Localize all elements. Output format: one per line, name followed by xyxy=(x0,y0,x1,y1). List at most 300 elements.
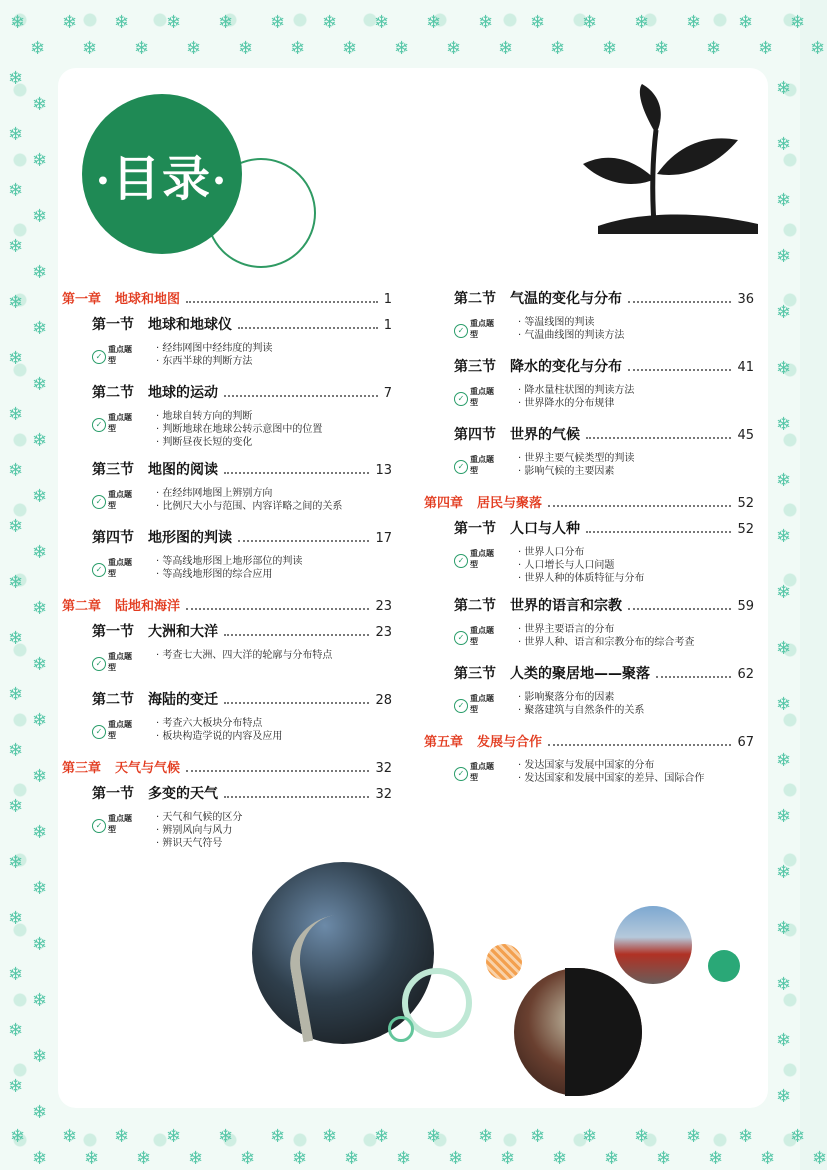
toc-chapter-row[interactable] xyxy=(62,288,392,314)
badge-check-icon: ✓ xyxy=(454,324,468,338)
snowflake-icon: ❄ xyxy=(166,1126,182,1147)
badge-label: 重点题型 xyxy=(108,413,132,433)
key-point-item: · 在经纬网地图上辨别方向 xyxy=(156,487,392,500)
badge-check-icon: ✓ xyxy=(92,495,106,509)
badge-label: 重点题型 xyxy=(108,490,132,510)
toc-chapter-row[interactable] xyxy=(62,757,392,783)
key-point-item: · 等高线地形图的综合应用 xyxy=(156,568,392,581)
snowflake-icon: ❄ xyxy=(776,526,792,547)
snowflake-icon: ❄ xyxy=(82,38,98,59)
snowflake-icon: ❄ xyxy=(32,822,48,843)
dot-leader xyxy=(586,531,731,533)
key-point-item: · 发达国家和发展中国家的差异、国际合作 xyxy=(518,772,754,785)
badge-check-icon: ✓ xyxy=(454,392,468,406)
toc-section-row[interactable] xyxy=(62,314,392,340)
snowflake-icon: ❄ xyxy=(634,1126,650,1147)
page-number: 23 xyxy=(375,625,392,640)
dot-leader xyxy=(628,369,731,371)
page-number: 52 xyxy=(737,496,754,511)
badge-check-icon: ✓ xyxy=(454,460,468,474)
section-number: 第三节 xyxy=(454,359,496,375)
key-point-item: · 影响气候的主要因素 xyxy=(518,465,754,478)
snowflake-icon: ❄ xyxy=(8,124,24,145)
snowflake-icon: ❄ xyxy=(582,1126,598,1147)
dot-leader xyxy=(224,634,369,636)
snowflake-icon: ❄ xyxy=(32,654,48,675)
snowflake-icon: ❄ xyxy=(446,38,462,59)
key-points-badge xyxy=(454,761,502,791)
snowflake-icon: ❄ xyxy=(776,806,792,827)
snowflake-icon: ❄ xyxy=(8,908,24,929)
snowflake-icon: ❄ xyxy=(656,1148,672,1169)
section-title: 人类的聚居地——聚落 xyxy=(510,666,650,682)
badge-label: 重点题型 xyxy=(470,549,494,569)
snowflake-icon: ❄ xyxy=(32,710,48,731)
toc-section-row[interactable] xyxy=(424,356,754,382)
toc-section-row[interactable] xyxy=(424,288,754,314)
teal-dot-decoration xyxy=(708,950,740,982)
badge-check-icon: ✓ xyxy=(92,657,106,671)
badge-check-icon: ✓ xyxy=(454,767,468,781)
snowflake-icon: ❄ xyxy=(32,766,48,787)
snowflake-icon: ❄ xyxy=(32,486,48,507)
section-number: 第一节 xyxy=(92,317,134,333)
snowflake-icon: ❄ xyxy=(396,1148,412,1169)
snowflake-icon: ❄ xyxy=(218,12,234,33)
key-question-types xyxy=(62,717,392,747)
key-question-types xyxy=(62,649,392,679)
snowflake-icon: ❄ xyxy=(32,262,48,283)
snowflake-icon: ❄ xyxy=(374,12,390,33)
key-point-item: · 考查七大洲、四大洋的轮廓与分布特点 xyxy=(156,649,392,662)
key-question-types xyxy=(424,384,754,414)
key-points-badge xyxy=(92,412,140,442)
key-question-types xyxy=(62,555,392,585)
snowflake-icon: ❄ xyxy=(166,12,182,33)
snowflake-icon: ❄ xyxy=(186,38,202,59)
badge-check-icon: ✓ xyxy=(92,350,106,364)
page-number: 52 xyxy=(737,522,754,537)
key-point-item: · 世界主要气候类型的判读 xyxy=(518,452,754,465)
key-points-badge xyxy=(92,557,140,587)
badge-label: 重点题型 xyxy=(108,814,132,834)
snowflake-icon: ❄ xyxy=(8,684,24,705)
badge-label: 重点题型 xyxy=(470,455,494,475)
badge-check-icon: ✓ xyxy=(92,563,106,577)
snowflake-icon: ❄ xyxy=(8,68,24,89)
section-title: 地球的运动 xyxy=(148,385,218,401)
toc-section-row[interactable] xyxy=(424,595,754,621)
snowflake-icon: ❄ xyxy=(530,12,546,33)
sprout-icon xyxy=(578,84,768,234)
snowflake-icon: ❄ xyxy=(10,1126,26,1147)
dot-leader xyxy=(186,301,378,303)
key-point-item: · 判断地球在地球公转示意图中的位置 xyxy=(156,423,392,436)
section-number: 第三节 xyxy=(92,462,134,478)
key-point-item: · 辨识天气符号 xyxy=(156,837,392,850)
page-number: 32 xyxy=(375,761,392,776)
page-number: 32 xyxy=(375,787,392,802)
snowflake-icon: ❄ xyxy=(8,404,24,425)
snowflake-icon: ❄ xyxy=(686,12,702,33)
key-question-types xyxy=(424,623,754,653)
snowflake-icon: ❄ xyxy=(32,150,48,171)
snowflake-icon: ❄ xyxy=(776,582,792,603)
toc-chapter-row[interactable] xyxy=(62,595,392,621)
snowflake-icon: ❄ xyxy=(8,796,24,817)
toc-section-row[interactable] xyxy=(424,518,754,544)
title-dot-left: • xyxy=(95,169,112,195)
snowflake-icon: ❄ xyxy=(776,694,792,715)
snowflake-icon: ❄ xyxy=(776,302,792,323)
snowflake-icon: ❄ xyxy=(62,1126,78,1147)
key-points-badge xyxy=(454,318,502,348)
toc-section-row[interactable] xyxy=(62,621,392,647)
key-point-item: · 影响聚落分布的因素 xyxy=(518,691,754,704)
key-point-item: · 世界人种、语言和宗教分布的综合考查 xyxy=(518,636,754,649)
key-question-types xyxy=(62,811,392,850)
section-number: 第一节 xyxy=(92,624,134,640)
toc-section-row[interactable] xyxy=(62,459,392,485)
key-point-item: · 板块构造学说的内容及应用 xyxy=(156,730,392,743)
snowflake-icon: ❄ xyxy=(32,206,48,227)
snowflake-icon: ❄ xyxy=(8,180,24,201)
badge-check-icon: ✓ xyxy=(92,725,106,739)
snowflake-icon: ❄ xyxy=(776,638,792,659)
snowflake-icon: ❄ xyxy=(776,190,792,211)
toc-section-row[interactable] xyxy=(62,783,392,809)
page-number: 7 xyxy=(383,386,392,401)
snowflake-icon: ❄ xyxy=(776,414,792,435)
badge-check-icon: ✓ xyxy=(454,631,468,645)
page-number: 59 xyxy=(737,599,754,614)
section-title: 世界的语言和宗教 xyxy=(510,598,622,614)
snowflake-icon: ❄ xyxy=(478,1126,494,1147)
snowflake-icon: ❄ xyxy=(604,1148,620,1169)
snowflake-icon: ❄ xyxy=(32,318,48,339)
snowflake-icon: ❄ xyxy=(776,470,792,491)
chapter-number: 第四章 xyxy=(424,496,464,511)
section-title: 多变的天气 xyxy=(148,786,218,802)
snowflake-icon: ❄ xyxy=(708,1148,724,1169)
snowflake-icon: ❄ xyxy=(790,12,806,33)
badge-label: 重点题型 xyxy=(470,694,494,714)
snowflake-icon: ❄ xyxy=(776,862,792,883)
snowflake-icon: ❄ xyxy=(426,1126,442,1147)
key-point-item: · 经纬网图中经纬度的判读 xyxy=(156,342,392,355)
key-points-badge xyxy=(454,454,502,484)
snowflake-icon: ❄ xyxy=(654,38,670,59)
snowflake-icon: ❄ xyxy=(270,1126,286,1147)
snowflake-icon: ❄ xyxy=(32,934,48,955)
snowflake-icon: ❄ xyxy=(240,1148,256,1169)
dot-leader xyxy=(224,395,378,397)
dot-leader xyxy=(628,301,731,303)
key-point-item: · 判断昼夜长短的变化 xyxy=(156,436,392,449)
section-title: 气温的变化与分布 xyxy=(510,291,622,307)
page-number: 45 xyxy=(737,428,754,443)
snowflake-icon: ❄ xyxy=(776,1086,792,1107)
badge-check-icon: ✓ xyxy=(454,699,468,713)
snowflake-icon: ❄ xyxy=(738,12,754,33)
orange-dot-decoration xyxy=(486,944,522,980)
chapter-title: 发展与合作 xyxy=(477,735,543,750)
page-number: 1 xyxy=(383,292,392,307)
snowflake-icon: ❄ xyxy=(114,12,130,33)
badge-check-icon: ✓ xyxy=(92,418,106,432)
key-point-item: · 天气和气候的区分 xyxy=(156,811,392,824)
snowflake-icon: ❄ xyxy=(498,38,514,59)
snowflake-icon: ❄ xyxy=(32,598,48,619)
page-number: 36 xyxy=(737,292,754,307)
snowflake-icon: ❄ xyxy=(344,1148,360,1169)
dot-leader xyxy=(656,676,731,678)
key-question-types xyxy=(62,342,392,372)
dot-leader xyxy=(186,770,369,772)
key-points-badge xyxy=(454,548,502,578)
dot-leader xyxy=(548,505,731,507)
toc-left-column xyxy=(62,288,392,860)
snowflake-icon: ❄ xyxy=(634,12,650,33)
section-title: 地球和地球仪 xyxy=(148,317,232,333)
snowflake-icon: ❄ xyxy=(62,12,78,33)
key-point-item: · 等高线地形图上地形部位的判读 xyxy=(156,555,392,568)
page-number: 41 xyxy=(737,360,754,375)
key-question-types xyxy=(424,316,754,346)
snowflake-icon: ❄ xyxy=(290,38,306,59)
section-number: 第三节 xyxy=(454,666,496,682)
dot-leader xyxy=(224,472,369,474)
page-title xyxy=(82,140,242,209)
section-number: 第二节 xyxy=(454,598,496,614)
chapter-number: 第五章 xyxy=(424,735,464,750)
badge-label: 重点题型 xyxy=(108,558,132,578)
snowflake-icon: ❄ xyxy=(776,974,792,995)
key-point-item: · 人口增长与人口问题 xyxy=(518,559,754,572)
snowflake-icon: ❄ xyxy=(188,1148,204,1169)
key-points-badge xyxy=(92,651,140,681)
key-question-types xyxy=(424,452,754,482)
key-point-item: · 世界人口分布 xyxy=(518,546,754,559)
snowflake-icon: ❄ xyxy=(8,1076,24,1097)
key-point-item: · 气温曲线图的判读方法 xyxy=(518,329,754,342)
badge-label: 重点题型 xyxy=(108,720,132,740)
badge-check-icon: ✓ xyxy=(92,819,106,833)
temple-photo xyxy=(614,906,692,984)
toc-chapter-row[interactable] xyxy=(424,731,754,757)
page-number: 13 xyxy=(375,463,392,478)
snowflake-icon: ❄ xyxy=(738,1126,754,1147)
key-point-item: · 世界人种的体质特征与分布 xyxy=(518,572,754,585)
section-title: 降水的变化与分布 xyxy=(510,359,622,375)
toc-chapter-row[interactable] xyxy=(424,492,754,518)
badge-label: 重点题型 xyxy=(470,319,494,339)
snowflake-icon: ❄ xyxy=(8,460,24,481)
section-title: 海陆的变迁 xyxy=(148,692,218,708)
badge-check-icon: ✓ xyxy=(454,554,468,568)
dot-leader xyxy=(224,796,369,798)
badge-label: 重点题型 xyxy=(470,762,494,782)
snowflake-icon: ❄ xyxy=(32,94,48,115)
snowflake-icon: ❄ xyxy=(812,1148,827,1169)
key-point-item: · 聚落建筑与自然条件的关系 xyxy=(518,704,754,717)
toc-section-row[interactable] xyxy=(62,689,392,715)
key-points-badge xyxy=(92,813,140,843)
key-points-badge xyxy=(454,386,502,416)
snowflake-icon: ❄ xyxy=(706,38,722,59)
section-title: 世界的气候 xyxy=(510,427,580,443)
page-number: 62 xyxy=(737,667,754,682)
chapter-number: 第二章 xyxy=(62,599,102,614)
chapter-number: 第三章 xyxy=(62,761,102,776)
title-dot-right: • xyxy=(212,169,229,195)
snowflake-icon: ❄ xyxy=(8,572,24,593)
dot-leader xyxy=(628,608,731,610)
snowflake-icon: ❄ xyxy=(8,236,24,257)
snowflake-icon: ❄ xyxy=(810,38,826,59)
badge-label: 重点题型 xyxy=(470,626,494,646)
snowflake-icon: ❄ xyxy=(8,852,24,873)
badge-label: 重点题型 xyxy=(108,652,132,672)
snowflake-icon: ❄ xyxy=(552,1148,568,1169)
page-number: 23 xyxy=(375,599,392,614)
chapter-title: 天气与气候 xyxy=(115,761,181,776)
key-points-badge xyxy=(92,719,140,749)
chapter-title: 陆地和海洋 xyxy=(115,599,181,614)
snowflake-icon: ❄ xyxy=(32,542,48,563)
snowflake-icon: ❄ xyxy=(8,964,24,985)
section-number: 第一节 xyxy=(92,786,134,802)
snowflake-icon: ❄ xyxy=(500,1148,516,1169)
section-number: 第二节 xyxy=(92,385,134,401)
page-number: 1 xyxy=(383,318,392,333)
snowflake-icon: ❄ xyxy=(776,134,792,155)
key-point-item: · 降水量柱状图的判读方法 xyxy=(518,384,754,397)
snowflake-icon: ❄ xyxy=(30,38,46,59)
snowflake-icon: ❄ xyxy=(776,78,792,99)
key-point-item: · 世界主要语言的分布 xyxy=(518,623,754,636)
snowflake-icon: ❄ xyxy=(582,12,598,33)
key-point-item: · 地球自转方向的判断 xyxy=(156,410,392,423)
key-point-item: · 辨别风向与风力 xyxy=(156,824,392,837)
section-title: 大洲和大洋 xyxy=(148,624,218,640)
dot-leader xyxy=(548,744,731,746)
dot-leader xyxy=(586,437,731,439)
snowflake-icon: ❄ xyxy=(342,38,358,59)
snowflake-icon: ❄ xyxy=(136,1148,152,1169)
snowflake-icon: ❄ xyxy=(32,1046,48,1067)
page-title-text: 目录 xyxy=(111,151,212,207)
snowflake-icon: ❄ xyxy=(686,1126,702,1147)
section-number: 第一节 xyxy=(454,521,496,537)
snowflake-icon: ❄ xyxy=(448,1148,464,1169)
key-points-badge xyxy=(92,344,140,374)
chapter-title: 居民与聚落 xyxy=(477,496,543,511)
snowflake-icon: ❄ xyxy=(530,1126,546,1147)
badge-label: 重点题型 xyxy=(470,387,494,407)
snowflake-icon: ❄ xyxy=(602,38,618,59)
toc-section-row[interactable] xyxy=(62,382,392,408)
dot-leader xyxy=(238,540,369,542)
toc-section-row[interactable] xyxy=(62,527,392,553)
snowflake-icon: ❄ xyxy=(218,1126,234,1147)
badge-label: 重点题型 xyxy=(108,345,132,365)
snowflake-icon: ❄ xyxy=(32,1102,48,1123)
snowflake-icon: ❄ xyxy=(478,12,494,33)
snowflake-icon: ❄ xyxy=(32,374,48,395)
key-question-types xyxy=(62,410,392,449)
snowflake-icon: ❄ xyxy=(8,516,24,537)
dot-leader xyxy=(224,702,369,704)
key-question-types xyxy=(424,546,754,585)
key-point-item: · 等温线图的判读 xyxy=(518,316,754,329)
snowflake-icon: ❄ xyxy=(32,430,48,451)
snowflake-icon: ❄ xyxy=(776,918,792,939)
key-points-badge xyxy=(454,625,502,655)
snowflake-icon: ❄ xyxy=(758,38,774,59)
snowflake-icon: ❄ xyxy=(374,1126,390,1147)
key-point-item: · 发达国家与发展中国家的分布 xyxy=(518,759,754,772)
snowflake-icon: ❄ xyxy=(32,990,48,1011)
snowflake-icon: ❄ xyxy=(10,12,26,33)
section-title: 地图的阅读 xyxy=(148,462,218,478)
key-point-item: · 比例尺大小与范围、内容详略之间的关系 xyxy=(156,500,392,513)
snowflake-icon: ❄ xyxy=(8,740,24,761)
snowflake-icon: ❄ xyxy=(8,348,24,369)
section-number: 第四节 xyxy=(454,427,496,443)
toc-section-row[interactable] xyxy=(424,663,754,689)
snowflake-icon: ❄ xyxy=(134,38,150,59)
snowflake-icon: ❄ xyxy=(84,1148,100,1169)
snowflake-icon: ❄ xyxy=(550,38,566,59)
dot-leader xyxy=(238,327,378,329)
key-point-item: · 东西半球的判断方法 xyxy=(156,355,392,368)
chapter-number: 第一章 xyxy=(62,292,102,307)
toc-section-row[interactable] xyxy=(424,424,754,450)
section-number: 第二节 xyxy=(454,291,496,307)
snowflake-icon: ❄ xyxy=(238,38,254,59)
section-title: 人口与人种 xyxy=(510,521,580,537)
key-question-types xyxy=(424,759,754,789)
snowflake-icon: ❄ xyxy=(776,358,792,379)
key-points-badge xyxy=(454,693,502,723)
snowflake-icon: ❄ xyxy=(114,1126,130,1147)
key-points-badge xyxy=(92,489,140,519)
chapter-title: 地球和地图 xyxy=(115,292,181,307)
snowflake-icon: ❄ xyxy=(8,1020,24,1041)
snowflake-icon: ❄ xyxy=(776,246,792,267)
key-question-types xyxy=(62,487,392,517)
toc-right-column xyxy=(424,288,754,799)
key-point-item: · 世界降水的分布规律 xyxy=(518,397,754,410)
snowflake-icon: ❄ xyxy=(426,12,442,33)
section-number: 第四节 xyxy=(92,530,134,546)
snowflake-icon: ❄ xyxy=(776,1030,792,1051)
snowflake-icon: ❄ xyxy=(322,12,338,33)
dot-leader xyxy=(186,608,369,610)
snowflake-icon: ❄ xyxy=(790,1126,806,1147)
key-question-types xyxy=(424,691,754,721)
snowflake-icon: ❄ xyxy=(32,878,48,899)
section-number: 第二节 xyxy=(92,692,134,708)
snowflake-icon: ❄ xyxy=(270,12,286,33)
snowflake-icon: ❄ xyxy=(394,38,410,59)
page-number: 17 xyxy=(375,531,392,546)
key-point-item: · 考查六大板块分布特点 xyxy=(156,717,392,730)
snowflake-icon: ❄ xyxy=(776,750,792,771)
small-ring-decoration xyxy=(388,1016,414,1042)
snowflake-icon: ❄ xyxy=(760,1148,776,1169)
